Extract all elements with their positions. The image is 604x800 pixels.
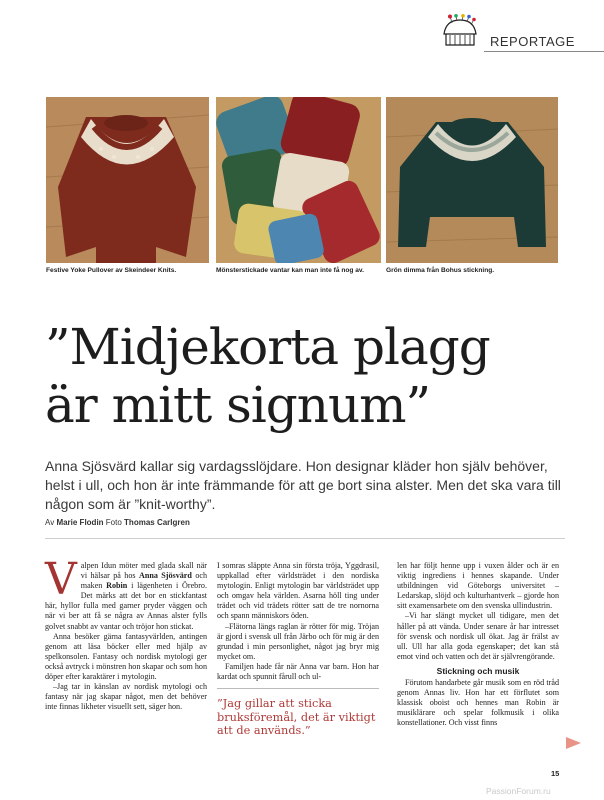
body-paragraph: –Vi har slängt mycket ull tidigare, men det håller på att vända. Under senare år har intresset för svensk och nordisk ull ökat. Jag är frälst av ull. Ull har alla goda egenskaper; det kan stå emot vind och vatten och det är självrengörande. (397, 611, 559, 661)
byline (45, 518, 190, 527)
headline-line-1: ”Midjekorta plagg (45, 318, 490, 376)
body-paragraph: –Jag tar in känslan av nordisk mytologi och fantasy när jag skapar något, men det behöver inte finnas likheter visuellt sett, säger hon. (45, 682, 207, 712)
page-number: 15 (551, 769, 560, 778)
body-paragraph: Familjen hade får när Anna var barn. Hon har kardat och spunnit fårull och ul- (217, 661, 379, 682)
body-paragraph: len har följt henne upp i vuxen ålder och är en viktig ingrediens i hennes skapande. Under utbildningen vid Göteborgs universitet – Ledarskap, slöjd och kulturhantverk – gjorde hon sitt examensarbete om den svenska ullindustrin. (397, 561, 559, 611)
header-rule (484, 51, 604, 52)
subheading: Stickning och musik (436, 665, 520, 676)
pull-quote: ”Jag gillar att sticka bruksföremål, det är viktigt att de används.” (217, 697, 376, 738)
drop-cap: V (45, 554, 77, 605)
watermark: PassionForum.ru (486, 786, 551, 796)
person-name: Anna Sjösvärd (138, 571, 192, 581)
body-text: i lägenheten i Örebro. Det märks att det bor en stickfantast här, hyllor fulla med garner pryder väggen och när vi ber att få se några av Annas alster fylls golvet snabbt av vantar och tröjor hon stickat. (45, 581, 207, 631)
photo-caption-2: Mönsterstickade vantar kan man inte få nog av. (216, 267, 364, 274)
body-column-3 (397, 561, 559, 729)
byline-by-prefix: Av (45, 518, 55, 527)
photo-caption-3: Grön dimma från Bohus stickning. (386, 267, 495, 274)
body-paragraph: I somras släppte Anna sin första tröja, Yggdrasil, uppkallad efter världsträdet i den nordiska mytologin. Enligt mytologin bar världsträdet upp och omgav hela världen. Asarna höll ting under trädet och vid trädets rötter satt de tre nornorna och spann människors öden. (217, 561, 379, 621)
body-paragraph: Anna besöker gärna fantasyvärlden, antingen genom att läsa böcker eller med hjälp av spelkonsolen. Fantasy och nordisk mytologi ger också avtryck i mönstren hon skapar och som hon döper efter karaktärer i mytologin. (45, 631, 207, 682)
pincushion-icon (438, 14, 482, 48)
body-paragraph: –Flätorna längs raglan är rötter för mig. Tröjan är gjord i svensk ull från Järbo och för mig är den grundad i min personlighet, något jag bryr mig mycket om. (217, 621, 379, 661)
photo-mittens (216, 97, 381, 263)
body-text: alpen Idun möter med glada skall när vi hälsar på hos (80, 561, 207, 581)
byline-author: Marie Flodin (56, 518, 104, 527)
headline-line-2: är mitt signum” (45, 376, 431, 434)
byline-photographer: Thomas Carlgren (124, 518, 190, 527)
pull-quote-rule (217, 688, 379, 689)
body-text: och maken (80, 571, 207, 591)
photo-caption-1: Festive Yoke Pullover av Skeindeer Knits. (46, 267, 177, 274)
photo-green-sweater (386, 97, 558, 263)
continue-arrow-icon (566, 737, 581, 749)
photo-red-sweater (46, 97, 209, 263)
byline-photo-prefix: Foto (105, 518, 122, 527)
body-paragraph: Förutom handarbete går musik som en röd tråd genom Annas liv. Hon har ett förflutet som klassisk oboist och hennes man Robin är musiklärare och spelar folkmusik i olika konstellationer. Och visst finns (397, 678, 559, 728)
headline (45, 318, 565, 434)
body-paragraph (45, 554, 207, 632)
section-label: REPORTAGE (490, 34, 575, 49)
divider (45, 538, 565, 539)
body-column-1 (45, 554, 207, 712)
person-name: Robin (106, 581, 128, 591)
body-column-2 (217, 561, 379, 738)
lead-paragraph: Anna Sjösvärd kallar sig vardagsslöjdare. Hon designar kläder hon själv behöver, helst i ull, och hon är inte främmande för att ge bort sina alster. Men det ska vara till någon som är ”knit-worthy”. (45, 458, 561, 512)
